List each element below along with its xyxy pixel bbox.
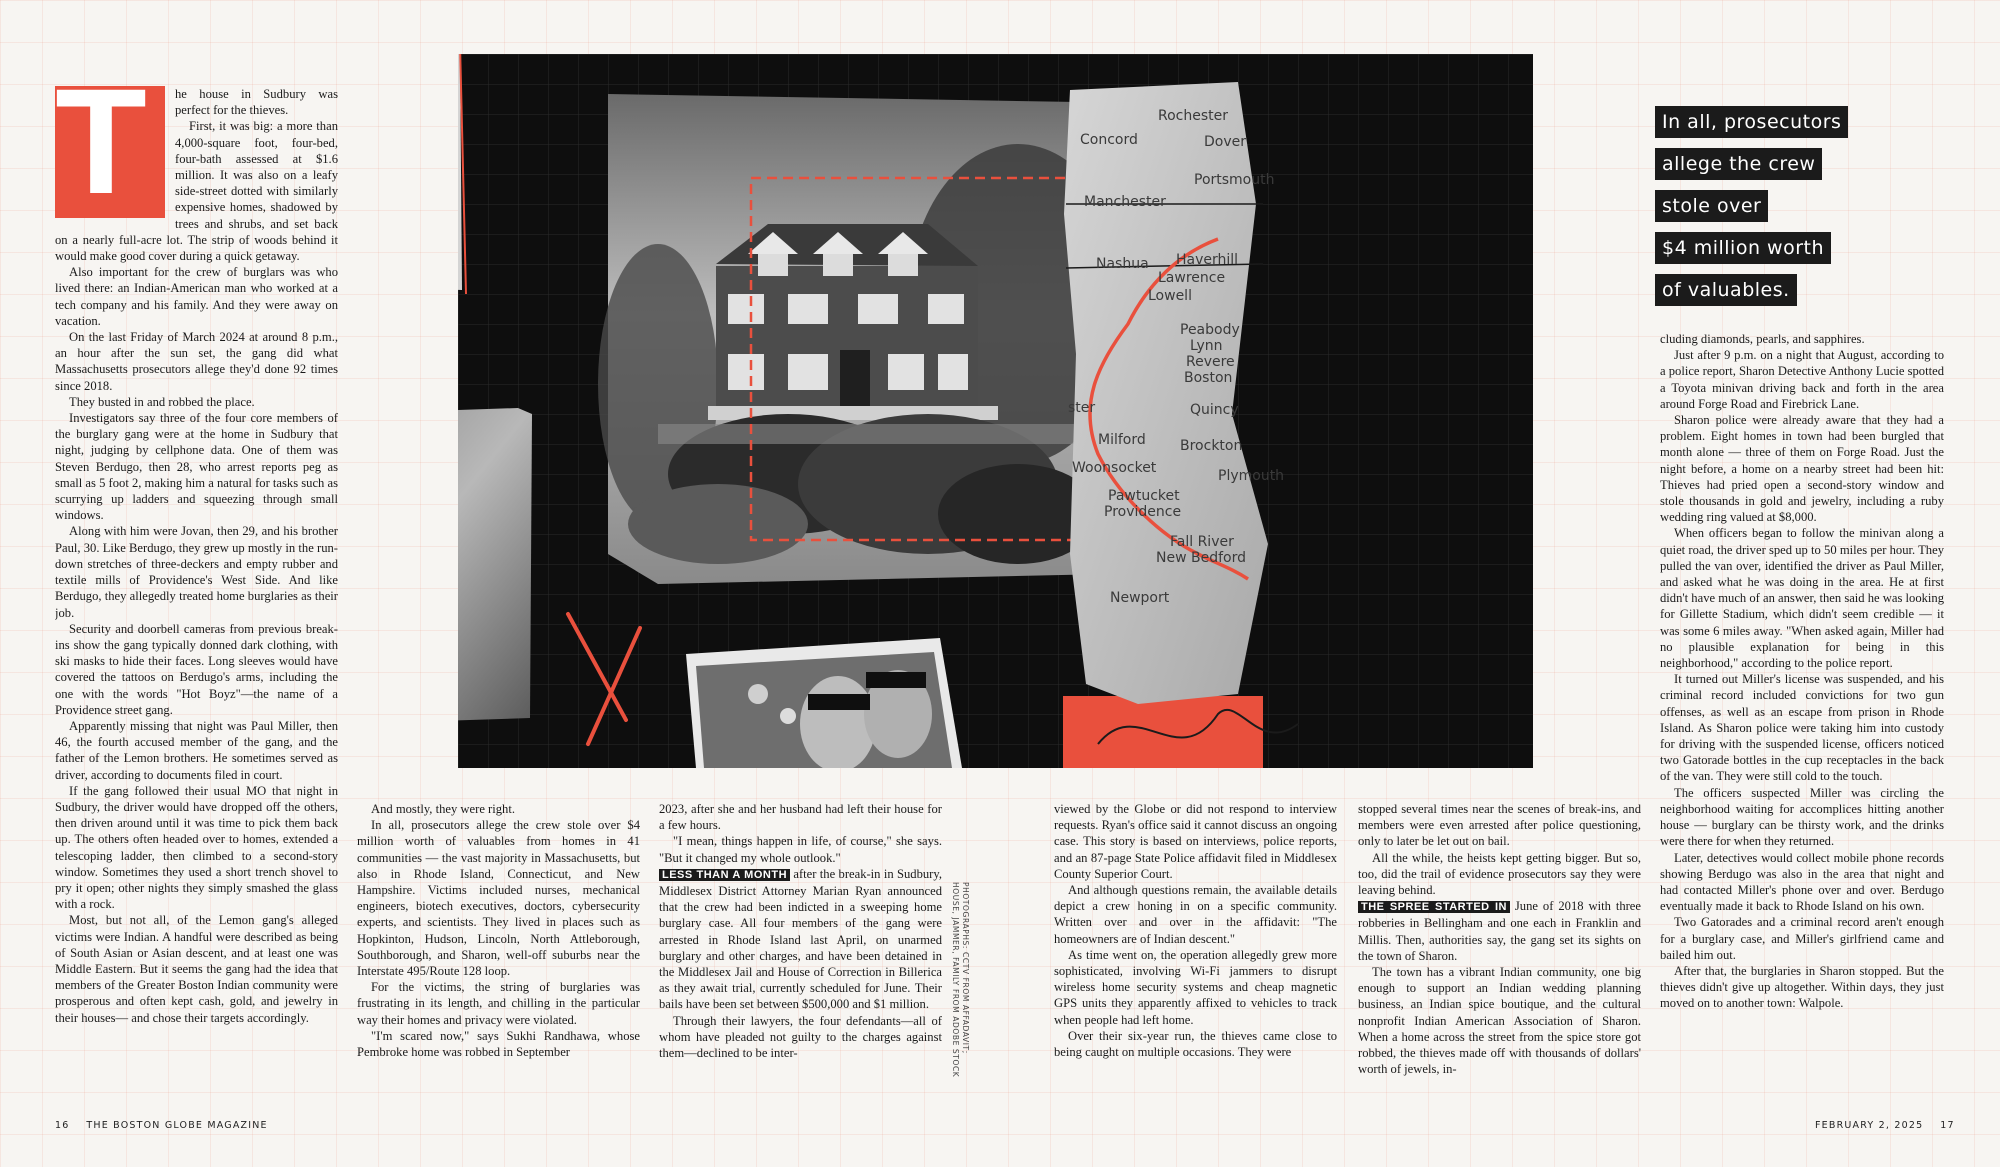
map-label: Boston	[1184, 370, 1233, 386]
paragraph: First, it was big: a more than 4,000-square foot, four-bed, four-bath assessed at $1.6 million. It was also on a leafy side-street dotted with similarly expensive homes, shadowed by trees and shrubs, and set back on a nearly full-acre lot. The strip of woods behind it would make good cover during a quick getaway.	[55, 119, 338, 264]
map-label: Brockton	[1180, 438, 1243, 454]
red-block	[1063, 696, 1263, 768]
map-label: Newport	[1110, 590, 1170, 606]
paragraph: he house in Sudbury was perfect for the thieves.	[175, 87, 338, 118]
paragraph: Sharon police were already aware that they had a problem. Eight homes in town had been burgled that month alone — three of them on Forge Road. Just the night before, a home on a nearby street had been hit: Thieves had pried open a second-story window and stole thousands in gold and jewelry, including a ruby wedding ring valued at $8,000.	[1660, 413, 1944, 525]
paragraph: Over their six-year run, the thieves came close to being caught on multiple occasions. They were	[1054, 1028, 1337, 1060]
paragraph: Most, but not all, of the Lemon gang's alleged victims were Indian. A handful were described as being of South Asian or Asian descent, and at least one was Middle Eastern. But it seems the gang had the idea that members of the Greater Boston Indian community were prosperous and often kept cash, gold, and jewelry in their houses— and chose their targets accordingly.	[55, 913, 338, 1025]
paragraph: Security and doorbell cameras from previous break-ins show the gang typically donned dark clothing, with ski masks to hide their faces. Long sleeves would have covered the tattoos on Berdugo's arms, including the one with the words "Hot Boyz"—the name of a Providence street gang.	[55, 621, 338, 717]
paragraph: Also important for the crew of burglars was who lived there: an Indian-American man who worked at a tech company and his family. And they were away on vacation.	[55, 265, 338, 328]
cctv-still	[458, 408, 532, 726]
map-label: Plymouth	[1218, 468, 1285, 484]
paragraph: Investigators say three of the four core members of the burglary gang were at the home in Sudbury that night, judging by cellphone data. One of them was Steven Berdugo, then 28, who arrest reports peg as small as 5 foot 2, making him a natural for tasks such as scurrying up ladders and squeezing through small windows.	[55, 411, 338, 523]
collage-graphics	[458, 54, 1533, 768]
paragraph: It turned out Miller's license was suspended, and his criminal record included convictions for two gun offenses, as well as an escape from prison in Rhode Island. As Sharon police were taking him into custody for driving with the suspended license, officers noticed two Gatorade bottles in the cup receptacles in the back of the van. They were still cold to the touch.	[1660, 672, 1944, 784]
paragraph: "I'm scared now," says Sukhi Randhawa, whose Pembroke home was robbed in September	[357, 1028, 640, 1060]
map-label: Fall River	[1170, 534, 1234, 550]
paragraph: Two Gatorades and a criminal record aren't enough for a burglary case, and Miller's girlfriend came and bailed him out.	[1660, 915, 1944, 962]
paragraph: viewed by the Globe or did not respond to interview requests. Ryan's office said it cannot discuss an ongoing case. This story is based on interviews, police reports, and an 87-page State Police affidavit filed in Middlesex County Superior Court.	[1054, 802, 1337, 881]
map-label: Providence	[1104, 504, 1182, 520]
article-column-2	[357, 801, 640, 1097]
article-column-1	[55, 86, 338, 1094]
map-label: Pawtucket	[1108, 488, 1180, 504]
map-label: ster	[1068, 400, 1096, 416]
issue-date: FEBRUARY 2, 2025	[1815, 1120, 1924, 1131]
pull-quote-line: $4 million worth	[1655, 232, 1831, 264]
paragraph-text: June of 2018 with three robberies in Bellingham and one each in Franklin and Millis. Then, authorities say, the gang set its sights on the town of Sharon.	[1358, 899, 1641, 963]
paragraph: As time went on, the operation allegedly grew more sophisticated, involving Wi-Fi jammers to disrupt wireless home security systems and cheap magnetic GPS units they apparently affixed to vehicles to track when people had left home.	[1054, 947, 1337, 1027]
paragraph: If the gang followed their usual MO that night in Sudbury, the driver would have dropped off the others, then driven around until it was time to pick them back up. The others often headed over to homes, extended a telescoping ladder, then climbed to a second-story window. Sometimes they used a short trench shovel to pry it open; other nights they simply smashed the glass with a rock.	[55, 783, 338, 912]
map-label: Revere	[1186, 354, 1235, 370]
map-label: Haverhill	[1176, 252, 1239, 268]
map-label: Portsmouth	[1194, 172, 1275, 188]
house-photo	[598, 94, 1128, 584]
family-photo	[686, 638, 962, 768]
paragraph: Along with him were Jovan, then 29, and his brother Paul, 30. Like Berdugo, they grew up mostly in the run-down stretches of three-deckers and empty rubber and textile mills of Providence's West Side. And like Berdugo, they allegedly treated home burglaries as their job.	[55, 524, 338, 620]
map-label: Dover	[1204, 134, 1246, 150]
paragraph: The officers suspected Miller was circling the neighborhood waiting for accomplices hitting another house — burglary can be thirsty work, and the drinks were there for when they returned.	[1660, 785, 1944, 849]
map-label: Milford	[1098, 432, 1146, 448]
pull-quote	[1655, 106, 1895, 316]
paragraph: Through their lawyers, the four defendants—all of whom have pleaded not guilty to the charges against them—declined to be inter-	[659, 1013, 942, 1061]
paragraph: Later, detectives would collect mobile phone records showing Berdugo was also in the area that night and had contacted Miller's phone over and over. Berdugo eventually made it back to Rhode Island on his own.	[1660, 850, 1944, 914]
paragraph: They busted in and robbed the place.	[69, 394, 255, 409]
map-label: Lowell	[1148, 288, 1192, 304]
page-number-left: 16	[55, 1120, 70, 1131]
map-label: Concord	[1080, 132, 1138, 148]
section-lead-in: THE SPREE STARTED IN	[1358, 901, 1510, 913]
paragraph	[659, 866, 942, 1013]
paragraph: And mostly, they were right.	[371, 802, 515, 816]
paragraph: stopped several times near the scenes of break-ins, and members were even arrested after police questioning, only to later be let out on bail.	[1358, 802, 1641, 849]
magazine-name: THE BOSTON GLOBE MAGAZINE	[86, 1120, 268, 1131]
map-label: Quincy	[1190, 402, 1239, 418]
paragraph: Apparently missing that night was Paul Miller, then 46, the fourth accused member of the gang, and the father of the Lemon brothers. He sometimes served as driver, according to documents filed in court.	[55, 718, 338, 782]
paragraph: When officers began to follow the minivan along a quiet road, the driver sped up to 50 miles per hour. They pulled the van over, identified the driver as Paul Miller, and asked what he was doing in the area. He at first didn't have much of an answer, then said he was looking for Gillette Stadium, which didn't seem credible — it was some 6 miles away. "When asked again, Miller had no plausible explanation for being in this neighborhood," according to the police report.	[1660, 526, 1944, 671]
map-label: Lynn	[1190, 338, 1223, 354]
pull-quote-line: of valuables.	[1655, 274, 1797, 306]
paragraph	[1358, 898, 1641, 964]
paragraph: Just after 9 p.m. on a night that August, according to a police report, Sharon Detective Anthony Lucie spotted a Toyota minivan driving back and forth in the area around Forge Road and Firebrick Lane.	[1660, 348, 1944, 411]
map-label: Rochester	[1158, 108, 1228, 124]
paragraph: 2023, after she and her husband had left their house for a few hours.	[659, 802, 942, 833]
paragraph: The town has a vibrant Indian community, one big enough to support an Indian wedding planning business, an Indian spice boutique, and the cultural nonprofit Indian American Association of Sharon. When a home across the street from the spice store got robbed, the thieves made off with thousands of dollars' worth of jewels, in-	[1358, 965, 1641, 1077]
paragraph: cluding diamonds, pearls, and sapphires.	[1660, 332, 1865, 346]
article-column-4	[1054, 801, 1337, 1097]
map-label: Peabody	[1180, 322, 1240, 338]
photo-collage	[458, 54, 1533, 768]
pull-quote-line: In all, prosecutors	[1655, 106, 1848, 138]
map-label: Nashua	[1096, 256, 1149, 272]
pull-quote-line: stole over	[1655, 190, 1768, 222]
article-column-5	[1358, 801, 1641, 1097]
page-number-right: 17	[1940, 1120, 1955, 1131]
paragraph: On the last Friday of March 2024 at around 8 p.m., an hour after the sun set, the gang did what Massachusetts prosecutors allege they'd done 92 times since 2018.	[55, 330, 338, 393]
map-label: New Bedford	[1156, 550, 1246, 566]
paragraph: After that, the burglaries in Sharon stopped. But the thieves didn't give up altogether. Within days, they just moved on to another town: Walpole.	[1660, 963, 1944, 1011]
map-label: Woonsocket	[1072, 460, 1157, 476]
paragraph: And although questions remain, the available details depict a crew honing in on a specific community. Written over and over in the affidavit: "The homeowners are of Indian descent."	[1054, 883, 1337, 946]
paragraph-text: after the break-in in Sudbury, Middlesex District Attorney Marian Ryan announced that the crew had been indicted in a sweeping home burglary case. All four members of the gang were arrested in Rhode Island last April, on unarmed burglary and other charges, and have been detained in the Middlesex Jail and House of Correction in Billerica as they await trial, currently scheduled for June. Their bails have been set between $500,000 and $1 million.	[659, 866, 942, 1012]
paragraph: In all, prosecutors allege the crew stole over $4 million worth of valuables from homes in 41 communities — the vast majority in Massachusetts, but also in Rhode Island, Connecticut, and New Hampshire. Victims included nurses, mechanical engineers, biotech executives, doctors, cybersecurity experts, and scientists. They lived in places such as Hopkinton, Hudson, Lincoln, North Attleborough, Southborough, and Sharon, well-off suburbs near the Interstate 495/Route 128 loop.	[357, 818, 640, 979]
pull-quote-line: allege the crew	[1655, 148, 1822, 180]
article-column-3	[659, 801, 942, 1097]
map-label: Lawrence	[1158, 270, 1226, 286]
photo-credit: PHOTOGRAPHS: CCTV FROM AFFADAVIT; HOUSE, JAMMER, FAMILY FROM ADOBE STOCK	[951, 882, 970, 1078]
paragraph: For the victims, the string of burglaries was frustrating in its length, and chilling in the particular way their homes and privacy were violated.	[357, 980, 640, 1027]
paragraph: All the while, the heists kept getting bigger. But so, too, did the trail of evidence prosecutors say they were leaving behind.	[1358, 850, 1641, 898]
paragraph: "I mean, things happen in life, of course," she says. "But it changed my whole outlook."	[659, 834, 942, 865]
section-lead-in: LESS THAN A MONTH	[659, 869, 790, 881]
footer-right	[1815, 1120, 1955, 1131]
article-column-6	[1660, 331, 1944, 1097]
drop-cap: T	[55, 86, 165, 218]
footer-left	[55, 1120, 268, 1131]
map-label: Manchester	[1084, 194, 1166, 210]
